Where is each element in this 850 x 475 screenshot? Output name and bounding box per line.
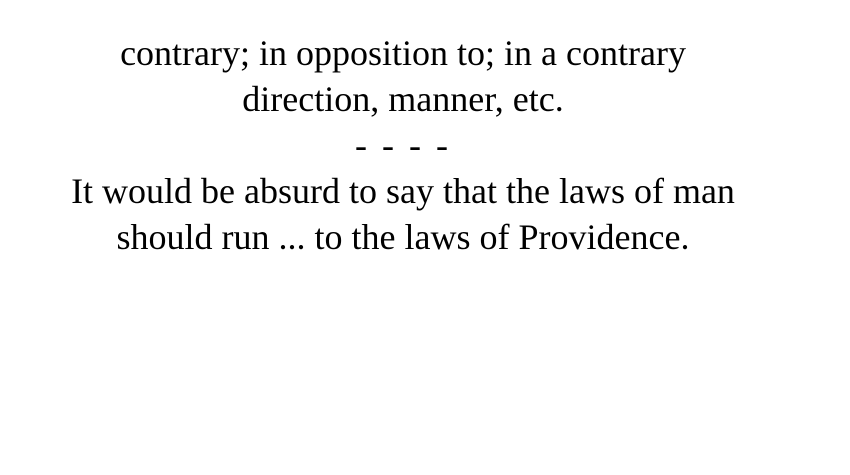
definition-line-2: direction, manner, etc. bbox=[242, 79, 564, 119]
separator: - - - - bbox=[355, 125, 451, 165]
definition-line-1: contrary; in opposition to; in a contrary bbox=[120, 33, 686, 73]
example-line-1: It would be absurd to say that the laws of man bbox=[71, 171, 735, 211]
example-line-2: should run ... to the laws of Providence. bbox=[116, 217, 690, 257]
example-sentence bbox=[0, 168, 806, 260]
definition-text bbox=[0, 30, 806, 122]
